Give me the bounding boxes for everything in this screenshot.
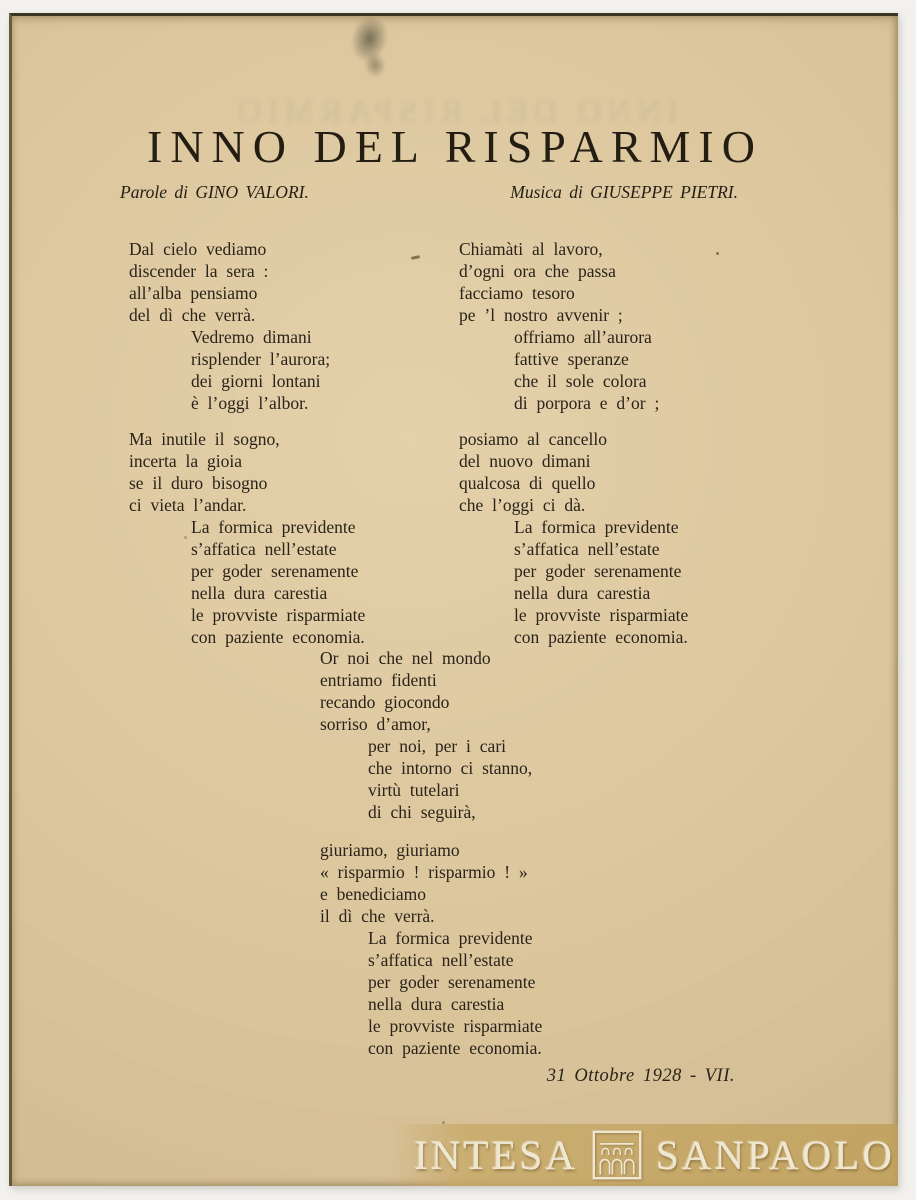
verse-column-left (129, 238, 365, 648)
show-through-ghost-text: INNO DEL RISPARMIO (231, 94, 679, 130)
verse-line: recando giocondo (320, 692, 450, 712)
verse-line: incerta la gioia (129, 451, 242, 471)
verse-line: pe ’l nostro avvenir ; (459, 305, 623, 325)
verse-line: nella dura carestia (368, 994, 505, 1014)
verse-line: s’affatica nell’estate (514, 539, 660, 559)
credit-music-author: Musica di GIUSEPPE PIETRI. (510, 182, 738, 202)
verse-line: che l’oggi ci dà. (459, 495, 586, 515)
verse-line: di porpora e d’or ; (514, 393, 660, 413)
verse-line: s’affatica nell’estate (368, 950, 514, 970)
verse-line: Chiamàti al lavoro, (459, 239, 603, 259)
verse-line: Vedremo dimani (191, 327, 312, 347)
intesa-sanpaolo-watermark (390, 1124, 898, 1186)
credit-words-author: Parole di GINO VALORI. (120, 182, 309, 202)
scanned-page (9, 13, 898, 1186)
verse-line: di chi seguirà, (368, 802, 476, 822)
verse-line: fattive speranze (514, 349, 629, 369)
verse-column-center (320, 647, 542, 1059)
verse-line: discender la sera : (129, 261, 269, 281)
verse-line: che intorno ci stanno, (368, 758, 533, 778)
verse-line: virtù tutelari (368, 780, 460, 800)
verse-line: con paziente economia. (514, 627, 688, 647)
paper-speck (716, 252, 719, 255)
verse-line: Dal cielo vediamo (129, 239, 267, 259)
verse-line: e benediciamo (320, 884, 427, 904)
verse-line: che il sole colora (514, 371, 647, 391)
verse-line: facciamo tesoro (459, 283, 575, 303)
verse-line: Or noi che nel mondo (320, 648, 491, 668)
verse-line: se il duro bisogno (129, 473, 268, 493)
verse-line: con paziente economia. (368, 1038, 542, 1058)
verse-line: ci vieta l’andar. (129, 495, 247, 515)
verse-line: risplender l’aurora; (191, 349, 331, 369)
watermark-word-intesa: INTESA (414, 1131, 579, 1178)
date-line: 31 Ottobre 1928 - VII. (546, 1066, 735, 1086)
stanza (129, 428, 365, 648)
verse-line: giuriamo, giuriamo (320, 840, 460, 860)
paper-speck (411, 255, 420, 260)
verse-line: del nuovo dimani (459, 451, 591, 471)
verse-line: per noi, per i cari (368, 736, 507, 756)
verse-line: posiamo al cancello (459, 429, 607, 449)
verse-line: il dì che verrà. (320, 906, 435, 926)
verse-line: è l’oggi l’albor. (191, 393, 309, 413)
verse-line: all’alba pensiamo (129, 283, 258, 303)
watermark-word-sanpaolo: SANPAOLO (656, 1131, 895, 1178)
verse-line: del dì che verrà. (129, 305, 256, 325)
verse-line: d’ogni ora che passa (459, 261, 616, 281)
verse-line: per goder serenamente (514, 561, 682, 581)
stanza (129, 238, 365, 414)
verse-line: s’affatica nell’estate (191, 539, 337, 559)
verse-line: le provviste risparmiate (191, 605, 366, 625)
verse-line: offriamo all’aurora (514, 327, 652, 347)
stanza (459, 428, 688, 648)
verse-line: le provviste risparmiate (514, 605, 689, 625)
verse-line: La formica previdente (514, 517, 679, 537)
verse-line: entriamo fidenti (320, 670, 437, 690)
verse-line: sorriso d’amor, (320, 714, 431, 734)
verse-line: nella dura carestia (514, 583, 651, 603)
verse-line: per goder serenamente (368, 972, 536, 992)
verse-line: le provviste risparmiate (368, 1016, 543, 1036)
verse-line: Ma inutile il sogno, (129, 429, 280, 449)
verse-column-right (459, 238, 688, 648)
page-title: INNO DEL RISPARMIO (147, 121, 763, 172)
verse-line: La formica previdente (368, 928, 533, 948)
stanza (320, 839, 542, 1059)
verse-line: per goder serenamente (191, 561, 359, 581)
stanza (320, 647, 542, 823)
verse-line: con paziente economia. (191, 627, 365, 647)
stanza (459, 238, 688, 414)
verse-line: dei giorni lontani (191, 371, 321, 391)
verse-line: nella dura carestia (191, 583, 328, 603)
aqueduct-icon (591, 1129, 643, 1181)
credits-row (120, 182, 738, 203)
verse-line: « risparmio ! risparmio ! » (320, 862, 528, 882)
verse-line: La formica previdente (191, 517, 356, 537)
verse-line: qualcosa di quello (459, 473, 596, 493)
